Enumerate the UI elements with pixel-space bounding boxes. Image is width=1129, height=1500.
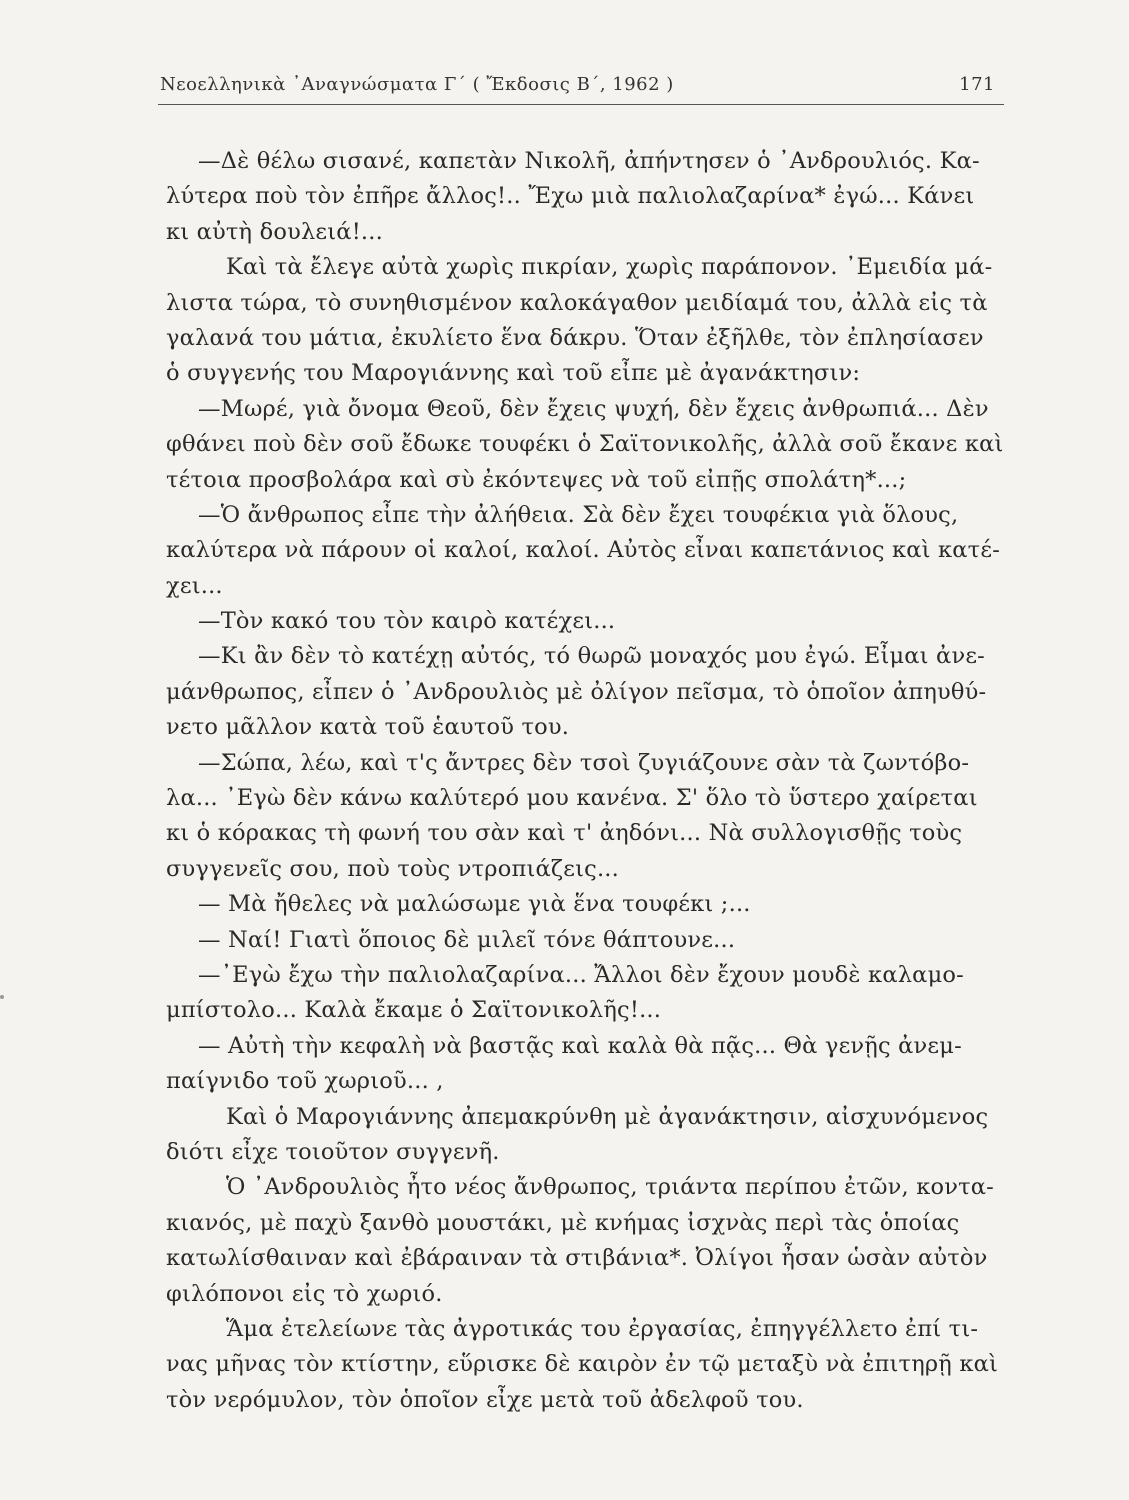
text-line: τὸν νερόμυλον, τὸν ὁποῖον εἶχε μετὰ τοῦ ἀδελφοῦ του. <box>166 1386 804 1413</box>
text-line: διότι εἶχε τοιοῦτον συγγενῆ. <box>166 1138 500 1165</box>
text-line: μάνθρωπος, εἶπεν ὁ ᾿Ανδρουλιὸς μὲ ὀλίγον πεῖσμα, τὸ ὁποῖον ἀπηυθύ- <box>166 678 987 705</box>
text-line: νας μῆνας τὸν κτίστην, εὕρισκε δὲ καιρὸν ἐν τῷ μεταξὺ νὰ ἐπιτηρῇ καὶ <box>166 1351 999 1378</box>
text-line: ὁ συγγενής του Μαρογιάννης καὶ τοῦ εἶπε μὲ ἀγανάκτησιν: <box>166 360 861 387</box>
text-line: κι ὁ κόρακας τὴ φωνή του σὰν καὶ τ' ἀηδόνι... Νὰ συλλογισθῇς τοὺς <box>166 820 963 847</box>
text-line: —Ὁ ἄνθρωπος εἶπε τὴν ἀλήθεια. Σὰ δὲν ἔχει τουφέκια γιὰ ὅλους, <box>198 501 959 528</box>
running-head <box>160 74 1000 95</box>
text-line: συγγενεῖς σου, ποὺ τοὺς ντροπιάζεις... <box>166 855 620 882</box>
text-line: — Αὐτὴ τὴν κεφαλὴ νὰ βαστᾷς καὶ καλὰ θὰ πᾷς... Θὰ γενῇς ἀνεμ- <box>198 1032 962 1059</box>
scan-mark <box>0 995 4 999</box>
text-line: παίγνιδο τοῦ χωριοῦ... , <box>166 1068 444 1095</box>
body-text <box>166 144 1006 1418</box>
text-line: — Ναί! Γιατὶ ὅποιος δὲ μιλεῖ τόνε θάπτουνε... <box>198 926 736 953</box>
text-line: γαλανά του μάτια, ἐκυλίετο ἕνα δάκρυ. Ὅταν ἐξῆλθε, τὸν ἐπλησίασεν <box>166 324 984 351</box>
text-line: κατωλίσθαιναν καὶ ἐβάραιναν τὰ στιβάνια*. Ὀλίγοι ἦσαν ὡσὰν αὐτὸν <box>166 1245 988 1272</box>
text-line: νετο μᾶλλον κατὰ τοῦ ἑαυτοῦ του. <box>166 714 570 741</box>
text-line: κι αὐτὴ δουλειά!... <box>166 218 383 245</box>
text-line: Ἅμα ἐτελείωνε τὰς ἀγροτικάς του ἐργασίας, ἐπηγγέλλετο ἐπί τι- <box>226 1315 979 1342</box>
text-line: Καὶ ὁ Μαρογιάννης ἀπεμακρύνθη μὲ ἀγανάκτησιν, αἰσχυνόμενος <box>226 1103 989 1130</box>
text-line: —Κι ἂν δὲν τὸ κατέχῃ αὐτός, τό θωρῶ μοναχός μου ἐγώ. Εἶμαι ἀνε- <box>198 643 985 670</box>
text-line: — Μὰ ἤθελες νὰ μαλώσωμε γιὰ ἕνα τουφέκι ;... <box>198 891 751 918</box>
text-line: χει... <box>166 572 223 599</box>
text-line: Καὶ τὰ ἔλεγε αὐτὰ χωρὶς πικρίαν, χωρὶς παράπονον. ᾿Εμειδία μά- <box>226 254 993 281</box>
text-line: Ὁ ᾿Ανδρουλιὸς ἦτο νέος ἄνθρωπος, τριάντα περίπου ἐτῶν, κοντα- <box>226 1174 994 1201</box>
header-rule <box>158 104 1004 105</box>
text-line: —Τὸν κακό του τὸν καιρὸ κατέχει... <box>198 608 616 635</box>
text-line: λύτερα ποὺ τὸν ἐπῆρε ἄλλος!.. Ἔχω μιὰ παλιολαζαρίνα* ἐγώ... Κάνει <box>166 183 975 210</box>
text-line: μπίστολο... Καλὰ ἔκαμε ὁ Σαϊτονικολῆς!... <box>166 997 662 1024</box>
text-line: καλύτερα νὰ πάρουν οἱ καλοί, καλοί. Αὐτὸς εἶναι καπετάνιος καὶ κατέ- <box>166 537 1000 564</box>
text-line: φθάνει ποὺ δὲν σοῦ ἔδωκε τουφέκι ὁ Σαϊτονικολῆς, ἀλλὰ σοῦ ἔκανε καὶ <box>166 431 1004 458</box>
text-line: —Σώπα, λέω, καὶ τ'ς ἄντρες δὲν τσοὶ ζυγιάζουνε σὰν τὰ ζωντόβο- <box>198 749 970 776</box>
page-number: 171 <box>959 74 995 95</box>
text-line: φιλόπονοι εἰς τὸ χωριό. <box>166 1280 443 1307</box>
text-line: —᾿Εγὼ ἔχω τὴν παλιολαζαρίνα... Ἄλλοι δὲν ἔχουν μουδὲ καλαμο- <box>198 961 964 988</box>
text-line: λιστα τώρα, τὸ συνηθισμένον καλοκάγαθον μειδίαμά του, ἀλλὰ εἰς τὰ <box>166 289 988 316</box>
text-line: τέτοια προσβολάρα καὶ σὺ ἐκόντεψες νὰ τοῦ εἰπῇς σπολάτη*...; <box>166 466 907 493</box>
text-line: —Μωρέ, γιὰ ὄνομα Θεοῦ, δὲν ἔχεις ψυχή, δὲν ἔχεις ἀνθρωπιά... Δὲν <box>198 395 989 422</box>
text-line: κιανός, μὲ παχὺ ξανθὸ μουστάκι, μὲ κνήμας ἰσχνὰς περὶ τὰς ὁποίας <box>166 1209 960 1236</box>
running-title: Νεοελληνικὰ ᾿Αναγνώσματα Γ΄ ( Ἔκδοσις Β΄, 1962 ) <box>160 74 674 95</box>
text-line: —Δὲ θέλω σισανέ, καπετὰν Νικολῆ, ἀπήντησεν ὁ ᾿Ανδρουλιός. Κα- <box>198 148 980 174</box>
text-line: λα... ᾿Εγὼ δὲν κάνω καλύτερό μου κανένα. Σ' ὅλο τὸ ὕστερο χαίρεται <box>166 785 978 812</box>
